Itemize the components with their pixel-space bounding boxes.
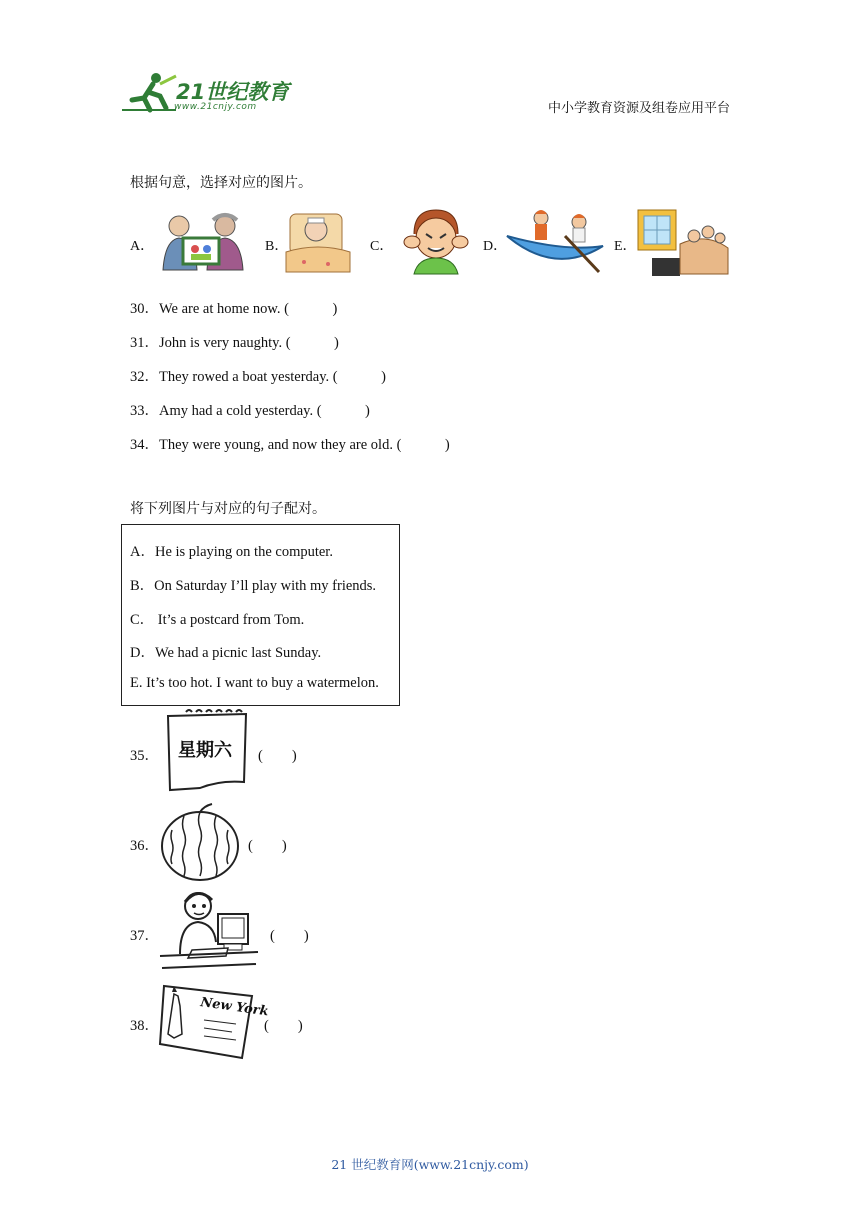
- sick-girl-in-bed-icon: [284, 208, 354, 276]
- item-38-number: 38．: [130, 1018, 159, 1034]
- sentence-d: D．We had a picnic last Sunday.: [130, 645, 322, 661]
- naughty-boy-face-icon: [400, 208, 472, 276]
- calendar-text: 星期六: [178, 740, 232, 761]
- running-man-icon: [120, 70, 180, 116]
- item-36-number: 36．: [130, 838, 159, 854]
- sentence-b: B．On Saturday I’ll play with my friends.: [130, 578, 377, 594]
- question-34: 34．They were young, and now they are old. ( ): [130, 437, 450, 453]
- site-logo: [120, 70, 290, 116]
- question-32: 32．They rowed a boat yesterday. ( ): [130, 369, 386, 385]
- watermelon-icon: [158, 802, 242, 882]
- question-33: 33．Amy had a cold yesterday. ( ): [130, 403, 370, 419]
- section1-instruction: 根据句意，选择对应的图片。: [130, 175, 312, 191]
- item-38-answer[interactable]: ( ): [264, 1018, 303, 1034]
- item-37-answer[interactable]: ( ): [270, 928, 309, 944]
- footer-text: 21 世纪教育网(www.21cnjy.com): [331, 1157, 529, 1172]
- option-e-letter: E．: [614, 239, 637, 254]
- item-36-answer[interactable]: ( ): [248, 838, 287, 854]
- option-a-letter: A．: [130, 239, 155, 254]
- logo-url: www.21cnjy.com: [174, 102, 257, 112]
- calendar-saturday-icon: [160, 710, 250, 792]
- question-31: 31．John is very naughty. ( ): [130, 335, 339, 351]
- elderly-couple-photo-icon: [153, 212, 249, 272]
- boy-at-computer-icon: [158, 886, 262, 972]
- question-30: 30．We are at home now. ( ): [130, 301, 338, 317]
- postcard-text: New York: [199, 995, 270, 1020]
- item-35-number: 35．: [130, 748, 159, 764]
- logo-text: 21世纪教育: [176, 80, 290, 104]
- sentence-a: A．He is playing on the computer.: [130, 544, 333, 560]
- sentence-c: C． It’s a postcard from Tom.: [130, 612, 305, 628]
- header-tagline: 中小学教育资源及组卷应用平台: [547, 101, 730, 116]
- option-d-letter: D．: [483, 239, 508, 254]
- section2-instruction: 将下列图片与对应的句子配对。: [130, 501, 326, 517]
- sentence-e: E. It’s too hot. I want to buy a watermelon.: [130, 675, 379, 691]
- option-c-letter: C．: [370, 239, 394, 254]
- item-35-answer[interactable]: ( ): [258, 748, 297, 764]
- item-37-number: 37．: [130, 928, 159, 944]
- postcard-new-york-icon: [160, 982, 270, 1062]
- family-at-home-icon: [636, 208, 730, 278]
- rowing-boat-icon: [505, 206, 605, 278]
- option-b-letter: B．: [265, 239, 289, 254]
